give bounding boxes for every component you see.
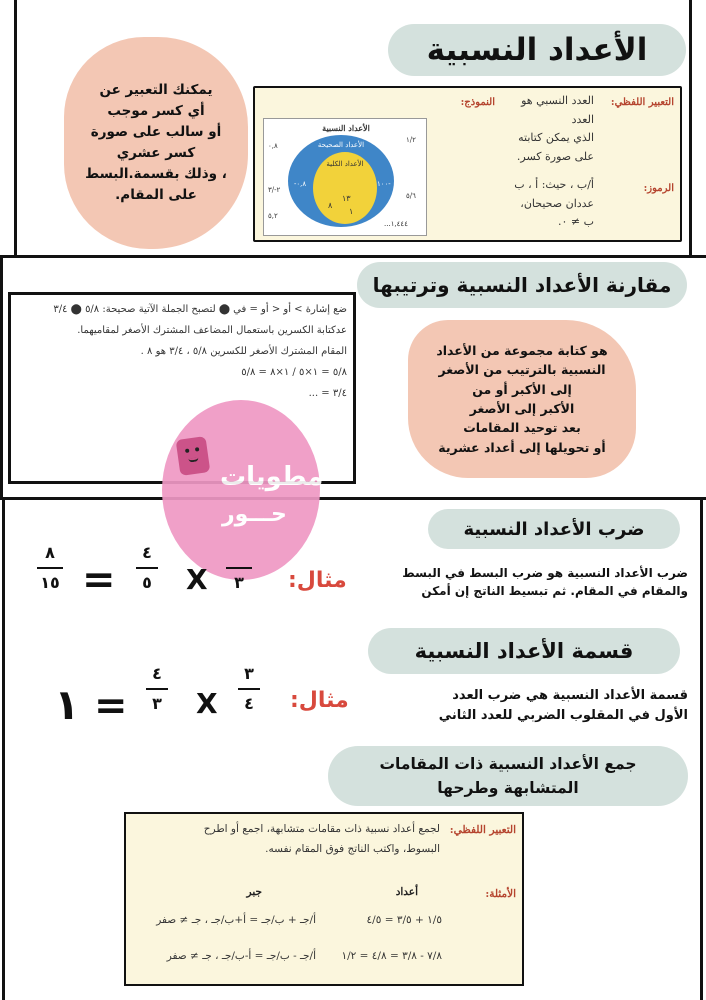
denominator: ٣ xyxy=(152,694,162,713)
frame-left-mid xyxy=(0,255,3,497)
venn-outer-title: الأعداد النسبية xyxy=(322,123,370,133)
numerator: ٨ xyxy=(45,543,55,562)
venn-middle-value: -١٠٠ xyxy=(377,180,391,188)
venn-diagram xyxy=(263,118,427,236)
note-line: الأكبر إلى الأصغر xyxy=(469,401,575,416)
venn-outer-value: ٥,٢ xyxy=(268,212,278,220)
venn-middle-value: ٠,٨- xyxy=(294,180,307,188)
section-title-division xyxy=(368,628,680,674)
verbal-line: الذي يمكن كتابته xyxy=(518,131,594,145)
section-title-text: جمع الأعداد النسبية ذات المقامات xyxy=(379,754,637,773)
frame-left-top xyxy=(14,0,17,255)
symbols-label: الرموز: xyxy=(643,183,674,194)
model-label: النموذج: xyxy=(460,97,495,108)
frame-right-top xyxy=(689,0,692,255)
rule-line: الأول في المقلوب الضربي للعدد الثاني xyxy=(438,708,688,724)
note-line: إلى الأكبر أو من xyxy=(472,381,572,397)
venn-outer-value: ١/٢ xyxy=(406,136,416,144)
times-sign: X xyxy=(186,563,208,596)
fraction-b xyxy=(222,545,256,591)
note-line: ، وذلك بقسمة.البسط xyxy=(85,165,227,182)
symbols-line: أ/ب ، حيث: أ ، ب xyxy=(514,178,594,191)
verbal-line: على صورة كسر. xyxy=(516,150,594,164)
verbal-text xyxy=(140,820,440,860)
fraction-a xyxy=(130,545,164,591)
example-algebra-subtract: أ/جـ - ب/جـ = أ-ب/جـ ، جـ ≠ صفر xyxy=(166,950,316,962)
note-rational-definition xyxy=(64,37,248,249)
fraction-b xyxy=(232,666,266,712)
section-title-text: قسمة الأعداد النسبية xyxy=(414,639,634,663)
example-label: مثال: xyxy=(288,568,347,593)
example-label: مثال: xyxy=(290,688,349,713)
note-line: على المقام. xyxy=(115,186,197,203)
venn-inner-value: ١ xyxy=(349,207,354,216)
book-line: عدكتابة الكسرين باستعمال المضاعف المشترك الأصغر لمقاميهما. xyxy=(77,325,347,336)
denominator: ١٥ xyxy=(40,573,60,592)
examples-label: الأمثلة: xyxy=(485,888,516,900)
fraction-a xyxy=(140,666,174,712)
rule-line: ضرب الأعداد النسبية هو ضرب البسط في البسط xyxy=(402,566,688,580)
verbal-label: التعبير اللفظي: xyxy=(610,97,674,108)
note-line: أو سالب على صورة xyxy=(90,124,222,141)
section-title-compare-order xyxy=(357,262,687,308)
note-line: أي كسر موجب xyxy=(107,103,205,120)
verbal-line: البسوط، واكتب الناتج فوق المقام نفسه. xyxy=(265,842,440,855)
verbal-text xyxy=(508,92,594,167)
verbal-line: لجمع أعداد نسبية ذات مقامات متشابهة، اجمع أو اطرح xyxy=(203,823,440,835)
rule-division xyxy=(372,686,688,726)
venn-outer-value: ٠,٨ xyxy=(268,142,278,150)
times-sign: X xyxy=(196,687,218,720)
note-line: بعد توحيد المقامات xyxy=(463,420,581,436)
numerator: ٤ xyxy=(142,543,152,562)
rule-multiplication xyxy=(362,564,688,600)
section-title-multiplication xyxy=(428,509,680,549)
textbook-add-subtract xyxy=(124,812,524,986)
symbols-line: عددان صحيحان، xyxy=(520,196,594,210)
section-title-text: مقارنة الأعداد النسبية وترتيبها xyxy=(372,273,672,297)
algebra-header: جبر xyxy=(246,886,262,898)
rule-line: قسمة الأعداد النسبية هي ضرب العدد xyxy=(452,688,688,703)
note-line: أو تحويلها إلى أعداد عشرية xyxy=(438,439,606,455)
venn-inner-value: ١٣ xyxy=(342,194,351,203)
note-line: النسبية بالترتيب من الأصغر xyxy=(438,362,606,378)
denominator: ٤ xyxy=(244,694,254,713)
book-line: المقام المشترك الأصغر للكسرين ٥/٨ ، ٣/٤ هو ٨ . xyxy=(140,346,347,357)
fraction-result xyxy=(30,545,70,591)
numbers-header: أعداد xyxy=(395,886,418,898)
division-result: ١ xyxy=(54,680,80,729)
verbal-line: العدد النسبي هو العدد xyxy=(521,94,594,126)
frame-right-bottom xyxy=(700,497,703,1000)
book-line: ٥/٨ = ١×٥ / ١×٨ = ٥/٨ xyxy=(241,367,347,378)
book-line: ٣/٤ = ... xyxy=(308,388,347,399)
equals-sign: = xyxy=(94,683,128,729)
section-title-text: الأعداد النسبية xyxy=(426,32,648,68)
example-numbers-add: ١/٥ + ٣/٥ = ٤/٥ xyxy=(366,914,442,926)
symbols-text xyxy=(508,176,594,232)
denominator: ٥ xyxy=(142,573,152,592)
frame-left-bottom xyxy=(2,497,5,1000)
numerator: ٣ xyxy=(244,664,254,683)
section-divider-2 xyxy=(0,497,706,500)
section-title-text: المتشابهة وطرحها xyxy=(437,779,579,797)
verbal-label: التعبير اللفظي: xyxy=(449,824,516,836)
note-line: هو كتابة مجموعة من الأعداد xyxy=(436,342,608,358)
equals-sign: = xyxy=(82,557,116,603)
textbook-rational-numbers xyxy=(253,86,682,242)
symbols-line: ب ≠ ٠. xyxy=(558,215,594,229)
numerator: ٤ xyxy=(152,664,162,683)
venn-inner-value: ٨ xyxy=(328,201,333,210)
section-title-rational-numbers xyxy=(388,24,686,76)
venn-inner-title: الأعداد الكلية xyxy=(326,160,364,168)
venn-middle-title: الأعداد الصحيحة xyxy=(317,141,365,149)
venn-outer-value: ١,٤٤٤... xyxy=(384,220,408,228)
section-title-add-subtract xyxy=(328,746,688,806)
venn-outer-value: ٥/٦ xyxy=(406,192,416,200)
denominator: ٣ xyxy=(234,573,244,592)
rule-line: والمقام في المقام. ثم تبسيط الناتج إن أمكن xyxy=(421,584,688,598)
watermark-text: مطويات xyxy=(220,462,324,492)
section-divider-1 xyxy=(0,255,706,258)
venn-outer-value: ٢-/٣ xyxy=(268,186,281,194)
note-line: كسر عشري xyxy=(116,145,196,161)
note-compare-definition xyxy=(408,320,636,478)
example-numbers-subtract: ٧/٨ - ٣/٨ = ٤/٨ = ١/٢ xyxy=(341,950,442,962)
note-line: يمكنك التعبير عن xyxy=(99,82,213,99)
watermark-text: حـــور xyxy=(222,502,287,527)
book-mascot-icon xyxy=(176,436,211,476)
example-algebra-add: أ/جـ + ب/جـ = أ+ب/جـ ، جـ ≠ صفر xyxy=(156,914,316,926)
book-line: ضع إشارة > أو < أو = في ⬤ لتصبح الجملة الآتية صحيحة: ٥/٨ ⬤ ٣/٤ xyxy=(53,304,347,315)
section-title-text: ضرب الأعداد النسبية xyxy=(463,518,645,540)
